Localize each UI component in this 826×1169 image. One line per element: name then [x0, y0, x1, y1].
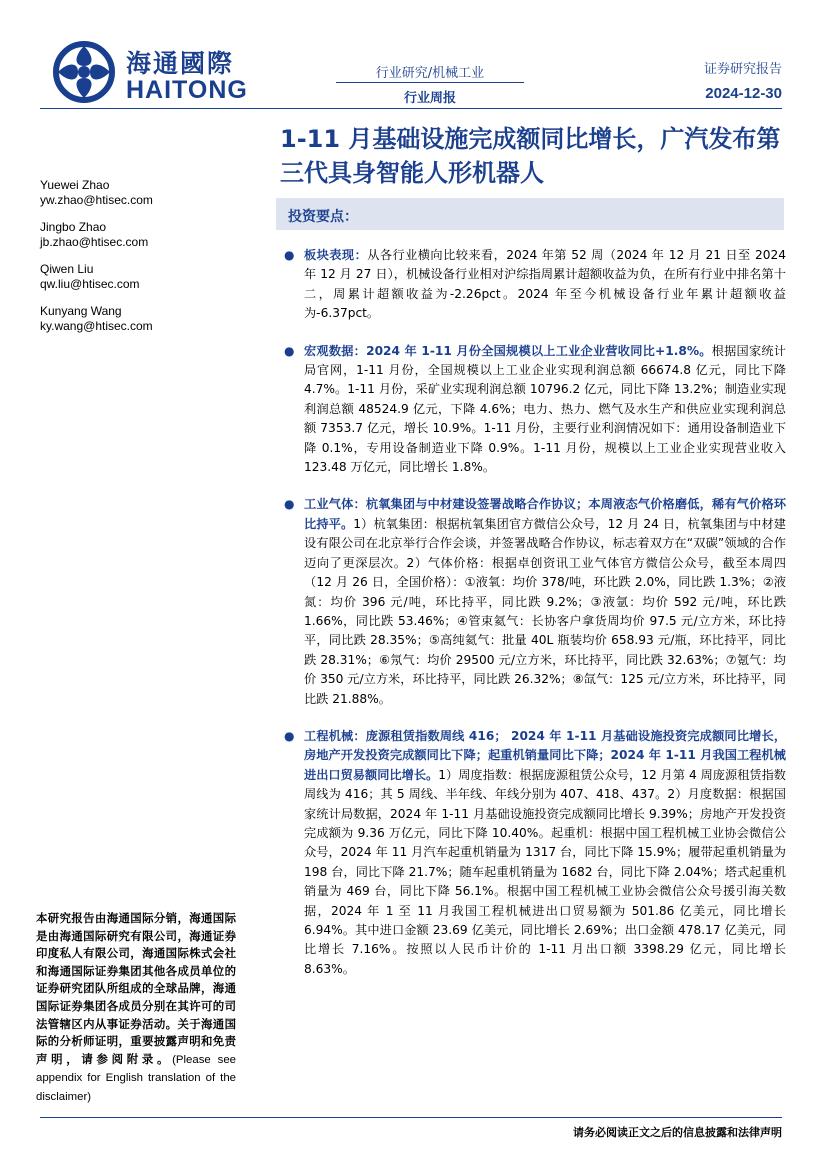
- list-item: [276, 342, 786, 478]
- report-date: 2024-12-30: [705, 85, 782, 102]
- bullet-icon: ●: [284, 497, 295, 512]
- bullet-highlight: 杭氧集团与中材建设签署战略合作协议；本周液态气价格磨低，稀有气价格环比持平。: [304, 497, 787, 531]
- logo-english-text: HAITONG: [126, 76, 248, 104]
- footer-divider: [40, 1117, 782, 1118]
- report-category-box: [336, 58, 524, 104]
- list-item: [276, 495, 786, 708]
- haitong-logo: [52, 40, 248, 104]
- disclaimer: [36, 910, 236, 1107]
- author-entry: [40, 220, 240, 250]
- bullet-text: 从各行业横向比较来看，2024 年第 52 周（2024 年 12 月 21 日至 2024 年 12 月 27 日），机械设备行业相对沪综指周累计超额收益为负，在所有行业中排名第十二，周累计超额收益为-2.26pct。2024 年至今机械设备行业年累计超额收益为-6.37pct。: [304, 248, 786, 321]
- author-entry: [40, 262, 240, 292]
- section-title: 投资要点：: [288, 209, 358, 225]
- highlights-list: [276, 246, 786, 997]
- bullet-highlight: 庞源租赁指数周线 416； 2024 年 1-11 月基础设施投资完成额同比增长，房地产开发投资完成额同比下降；起重机销量同比下降；2024 年 1-11 月我国工程机械进出口贸易额同比增长。: [304, 728, 787, 782]
- list-item: [276, 246, 786, 324]
- bullet-label: 宏观数据：: [304, 343, 367, 358]
- author-email[interactable]: yw.zhao@htisec.com: [40, 193, 153, 207]
- page-title: 1-11 月基础设施完成额同比增长，广汽发布第三代具身智能人形机器人: [280, 125, 781, 187]
- bullet-icon: ●: [284, 248, 295, 262]
- category-divider: [336, 82, 524, 83]
- disclaimer-english: (Please see appendix for English translation of the disclaimer): [36, 1053, 236, 1103]
- author-name: Qiwen Liu: [40, 262, 94, 276]
- author-name: Yuewei Zhao: [40, 178, 110, 192]
- bullet-label: 板块表现：: [304, 248, 368, 262]
- bullet-text: 根据国家统计局官网，1-11 月份，全国规模以上工业企业实现利润总额 66674.8 亿元，同比下降 4.7%。1-11 月份，采矿业实现利润总额 10796.2 亿元，同比下降 13.2%；制造业实现利润总额 48524.9 亿元，下降 4.6%；电力、热力、燃气及水生产和供应业实现利润总额 7353.7 亿元，增长 10.9%。1-11 月份，主要行业利润情况如下：通用设备制造业下降 0.1%，专用设备制造业下降 0.9%。1-11 月份，规模以上工业企业实现营业收入 123.48 万亿元，同比增长 1.8%。: [304, 343, 786, 475]
- author-entry: [40, 304, 240, 334]
- report-category: 行业研究/机械工业: [375, 66, 485, 81]
- bullet-icon: ●: [284, 343, 295, 358]
- bullet-label: 工程机械：: [304, 728, 366, 743]
- bullet-text: 1）杭氧集团：根据杭氧集团官方微信公众号，12 月 24 日，杭氧集团与中材建设有限公司在北京举行合作会谈，并签署战略合作协议，标志着双方在“双碳”领域的合作迈向了更深层次。2）气体价格：根据卓创资讯工业气体官方微信公众号，截至本周四（12 月 26 日，全国价格）：①液氧：均价 378/吨，环比跌 2.0%，同比跌 1.3%；②液氮：均价 396 元/吨，环比持平，同比跌 9.2%；③液氩：均价 592 元/吨，环比跌 1.66%，同比跌 53.46%；④管束氦气：长协客户拿货周均价 97.5 元/立方米，环比持平，同比跌 28.35%；⑤高纯氦气：批量 40L 瓶装均价 658.93 元/瓶，环比持平，同比跌 28.31%；⑥氖气：均价 29500 元/立方米，环比持平，同比跌 32.63%；⑦氪气：均价 350 元/立方米，环比持平，同比跌 26.32%；⑧氙气：125 元/立方米，环比持平，同比跌 21.88%。: [304, 516, 786, 706]
- author-list: [40, 178, 240, 346]
- logo-chinese-text: 海通國際: [126, 49, 235, 78]
- bullet-label: 工业气体：: [304, 497, 366, 512]
- bullet-highlight: 2024 年 1-11 月份全国规模以上工业企业营收同比+1.8%。: [366, 343, 712, 358]
- author-name: Jingbo Zhao: [40, 220, 107, 234]
- haitong-logo-icon: [52, 40, 116, 104]
- disclaimer-chinese: 本研究报告由海通国际分销，海通国际是由海通国际研究有限公司，海通证券印度私人有限公司，海通国际株式会社和海通国际证券集团其他各成员单位的证券研究团队所组成的全球品牌，海通国际证券集团各成员分别在其许可的司法管辖区内从事证券活动。关于海通国际的分析师证明，重要披露声明和免责声明，请参阅附录。: [36, 911, 236, 1066]
- author-email[interactable]: qw.liu@htisec.com: [40, 277, 140, 291]
- bullet-icon: ●: [284, 728, 295, 743]
- author-email[interactable]: ky.wang@htisec.com: [40, 319, 153, 333]
- report-kind: 行业周报: [403, 91, 456, 106]
- report-type: 证券研究报告: [703, 62, 782, 77]
- report-meta: [704, 58, 782, 102]
- author-name: Kunyang Wang: [40, 304, 122, 318]
- footer-notice: 请务必阅读正文之后的信息披露和法律声明: [573, 1126, 782, 1139]
- list-item: [276, 727, 786, 979]
- header-divider: [40, 108, 782, 109]
- author-email[interactable]: jb.zhao@htisec.com: [40, 235, 149, 249]
- author-entry: [40, 178, 240, 208]
- investment-highlights-header: [276, 198, 784, 230]
- bullet-text: 1）周度指数：根据庞源租赁公众号，12 月第 4 周庞源租赁指数周线为 416；其 5 周线、半年线、年线分别为 407、418、437。2）月度数据：根据国家统计局数据，2024 年 1-11 月基础设施投资完成额同比增长 9.39%；房地产开发投资完成额为 9.36 万亿元，同比下降 10.40%。起重机：根据中国工程机械工业协会微信公众号，2024 年 11 月汽车起重机销量为 1317 台，同比下降 15.9%；履带起重机销量为 198 台，同比下降 21.7%；随车起重机销量为 1682 台，同比下降 2.04%；塔式起重机销量为 469 台，同比下降 56.1%。根据中国工程机械工业协会微信公众号援引海关数据，2024 年 1 至 11 月我国工程机械进出口贸易额为 501.86 亿美元，同比增长 6.94%。其中进口金额 23.69 亿美元，同比增长 2.69%；出口金额 478.17 亿美元，同比增长 7.16%。按照以人民币计价的 1-11 月出口额 3398.29 亿元，同比增长 8.63%。: [304, 767, 786, 976]
